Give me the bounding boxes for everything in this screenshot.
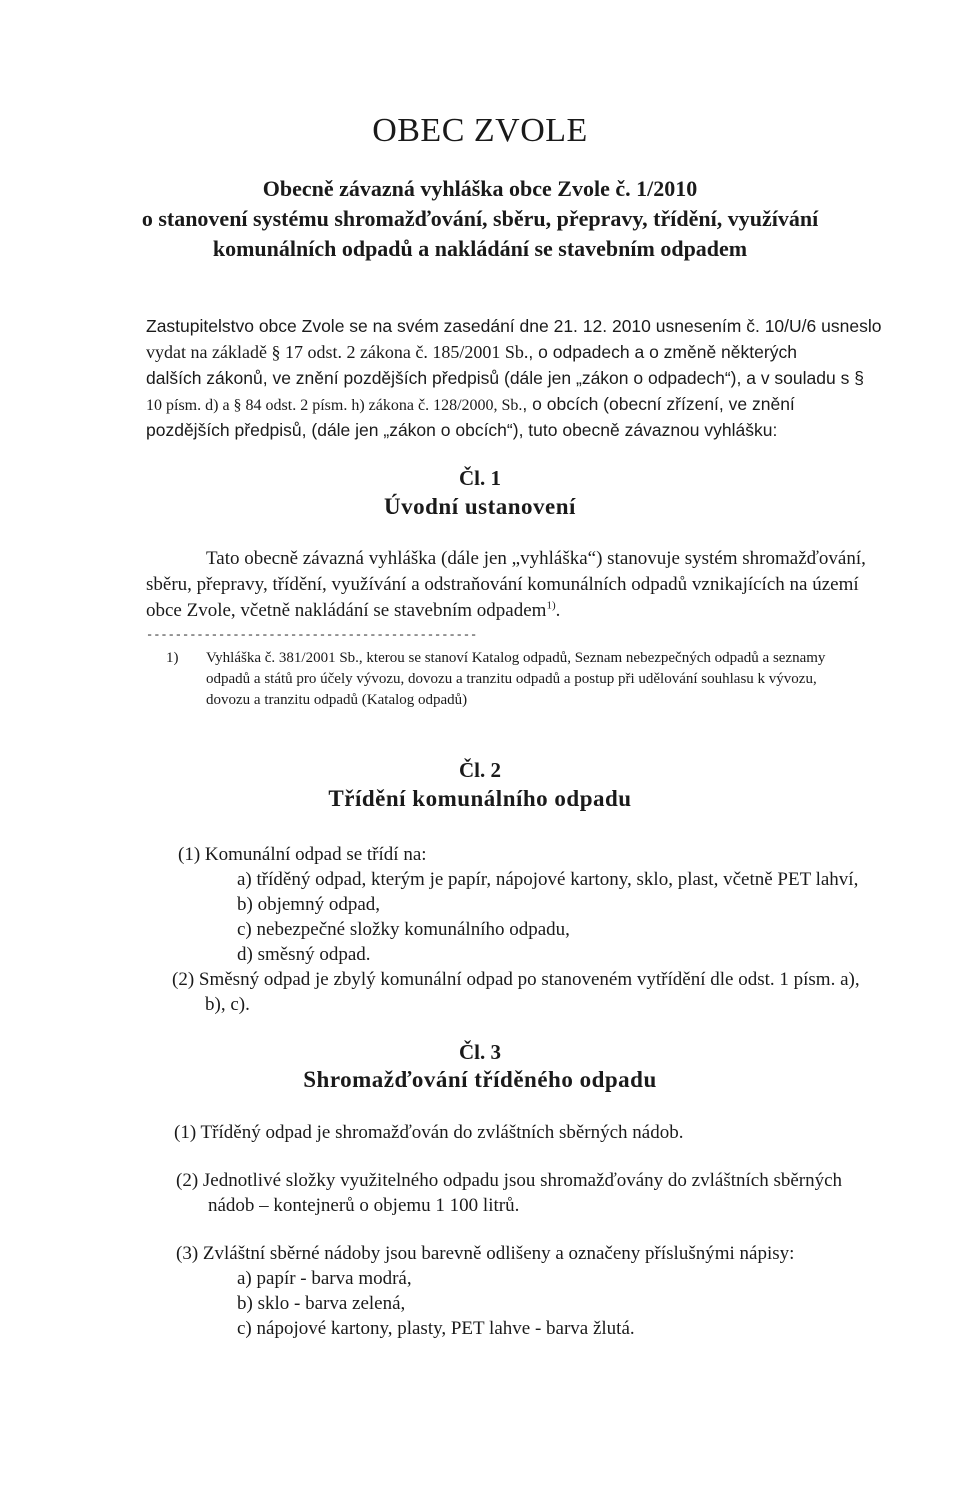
intro-line-4 [146, 392, 956, 418]
footnote-marker: 1) [166, 650, 179, 666]
subtitle-line-1: Obecně závazná vyhláška obce Zvole č. 1/2010 [262, 176, 698, 201]
footnote-reference: 1) [546, 599, 556, 612]
article-3-item-b: b) sklo - barva zelená, [237, 1293, 406, 1314]
article-3-paragraph-2-line-2: nádob – kontejnerů o objemu 1 100 litrů. [208, 1195, 520, 1216]
article-3-heading: Shromažďování tříděného odpadu [303, 1067, 657, 1092]
footnote-line-2: odpadů a států pro účely vývozu, dovozu a tranzitu odpadů a postup při udělování souhlasu k vývozu, [206, 671, 817, 687]
article-1-heading: Úvodní ustanovení [384, 494, 576, 519]
footnote-line-3: dovozu a tranzitu odpadů (Katalog odpadů) [206, 692, 468, 708]
intro-line-5: pozdějších předpisů, (dále jen „zákon o obcích“), tuto obecně závaznou vyhlášku: [146, 420, 778, 440]
intro-line-2 [146, 340, 956, 365]
article-1-text-line-3-main: obce Zvole, včetně nakládání se stavebním odpadem [146, 600, 547, 621]
article-3-paragraph-3: (3) Zvláštní sběrné nádoby jsou barevně odlišeny a označeny příslušnými nápisy: [176, 1243, 795, 1264]
article-3-item-a: a) papír - barva modrá, [237, 1268, 412, 1289]
intro-line-4-a: 10 písm. d) a § 84 odst. 2 písm. h) zákona č. 128/2000, Sb. [146, 397, 523, 414]
article-2-item-c: c) nebezpečné složky komunálního odpadu, [237, 919, 570, 940]
subtitle-line-2: o stanovení systému shromažďování, sběru, přepravy, třídění, využívání [141, 206, 819, 231]
article-2-item-a: a) tříděný odpad, kterým je papír, nápojové kartony, sklo, plast, včetně PET lahví, [237, 869, 859, 890]
intro-line-4-b: , o obcích (obecní zřízení, ve znění [522, 394, 795, 414]
article-2-paragraph-2-line-1: (2) Směsný odpad je zbylý komunální odpad po stanoveném vytřídění dle odst. 1 písm. a), [172, 969, 860, 990]
article-1-text-line-2: sběru, přepravy, třídění, využívání a odstraňování komunálních odpadů vznikajících na území [146, 574, 859, 595]
article-3-item-c: c) nápojové kartony, plasty, PET lahve - barva žlutá. [237, 1318, 635, 1339]
footnote-line-1: Vyhláška č. 381/2001 Sb., kterou se stanoví Katalog odpadů, Seznam nebezpečných odpadů a seznamy [206, 650, 826, 666]
article-2-paragraph-1: (1) Komunální odpad se třídí na: [178, 844, 427, 865]
intro-line-3: dalších zákonů, ve znění pozdějších předpisů (dále jen „zákon o odpadech“), a v souladu s § [146, 368, 864, 388]
intro-line-2-b: , o odpadech a o změně některých [528, 342, 797, 362]
intro-line-2-a: vydat na základě § 17 odst. 2 zákona č. 185/2001 Sb. [146, 342, 529, 362]
article-1-number: Čl. 1 [459, 466, 501, 490]
article-2-item-d: d) směsný odpad. [237, 944, 371, 965]
article-1-text-line-3 [146, 598, 560, 624]
document-title: OBEC ZVOLE [372, 112, 588, 149]
article-2-paragraph-2-line-2: b), c). [205, 994, 250, 1015]
article-3-number: Čl. 3 [459, 1040, 501, 1064]
article-2-heading: Třídění komunálního odpadu [328, 786, 632, 811]
footnote-separator: ---------------------------------------------- [146, 628, 478, 642]
article-2-item-b: b) objemný odpad, [237, 894, 381, 915]
intro-line-1: Zastupitelstvo obce Zvole se na svém zasedání dne 21. 12. 2010 usnesením č. 10/U/6 usneslo [146, 316, 882, 336]
article-3-paragraph-1: (1) Tříděný odpad je shromažďován do zvláštních sběrných nádob. [174, 1122, 684, 1143]
article-1-text-line-3-end: . [555, 600, 561, 621]
article-1-text-line-1: Tato obecně závazná vyhláška (dále jen „vyhláška“) stanovuje systém shromažďování, [206, 548, 866, 569]
subtitle-line-3: komunálních odpadů a nakládání se stavebním odpadem [212, 236, 748, 261]
article-3-paragraph-2-line-1: (2) Jednotlivé složky využitelného odpadu jsou shromažďovány do zvláštních sběrných [176, 1170, 843, 1191]
article-2-number: Čl. 2 [459, 758, 501, 782]
